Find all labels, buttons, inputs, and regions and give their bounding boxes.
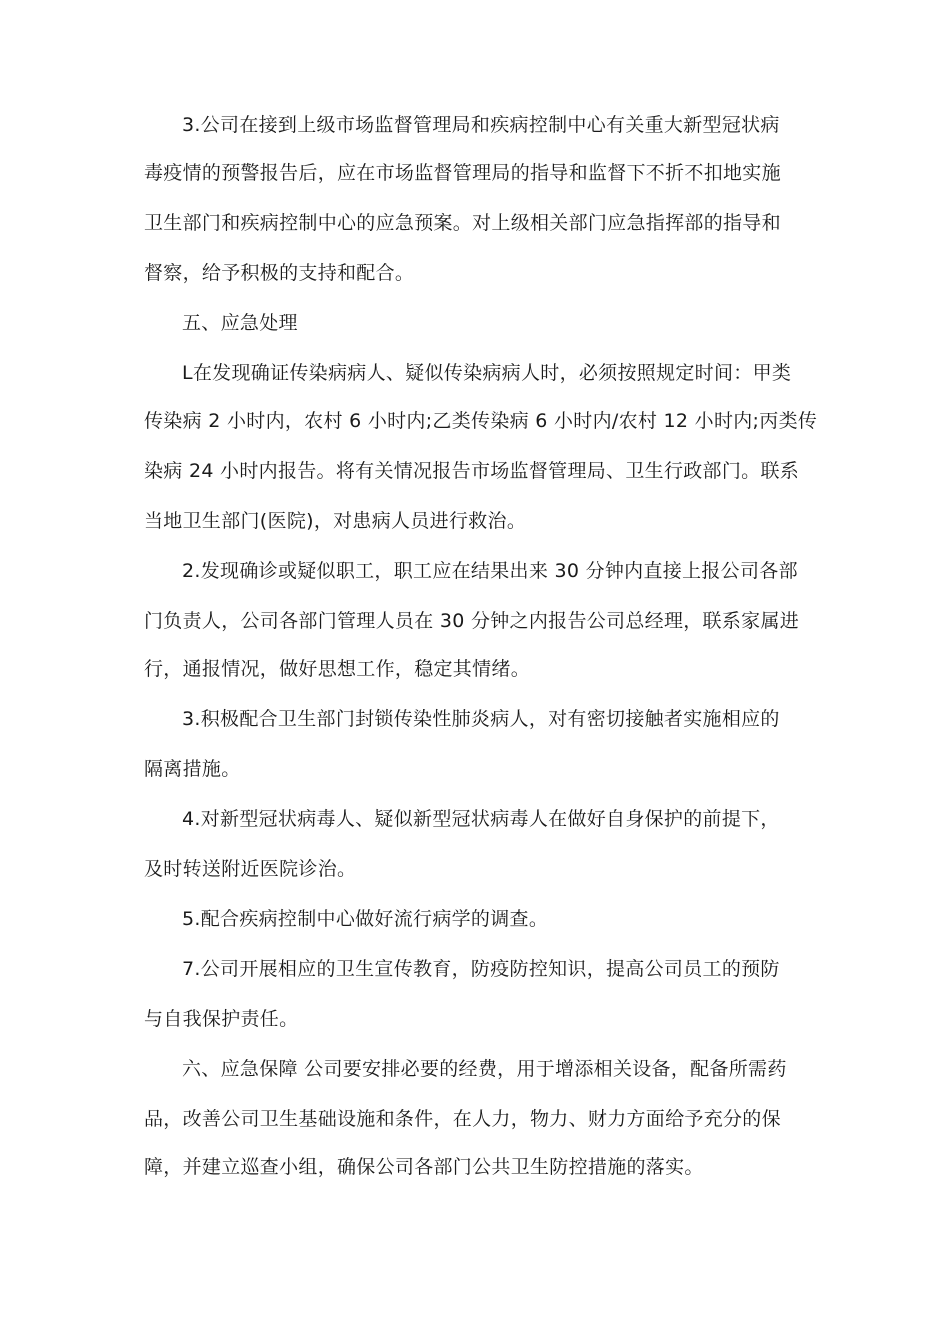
paragraph-4-line-2: 及时转送附近医院诊治。 bbox=[144, 858, 357, 880]
paragraph-1-line-4: 当地卫生部门(医院)，对患病人员进行救治。 bbox=[144, 510, 527, 532]
paragraph-1-line-3: 染病 24 小时内报告。将有关情况报告市场监督管理局、卫生行政部门。联系 bbox=[144, 460, 800, 482]
paragraph-2-line-1: 2.发现确诊或疑似职工，职工应在结果出来 30 分钟内直接上报公司各部 bbox=[182, 560, 798, 582]
section-6-line-1: 六、应急保障 公司要安排必要的经费，用于增添相关设备，配备所需药 bbox=[182, 1058, 787, 1080]
paragraph-2-line-3: 行，通报情况，做好思想工作，稳定其情绪。 bbox=[144, 658, 531, 680]
paragraph-5-line-1: 5.配合疾病控制中心做好流行病学的调查。 bbox=[182, 908, 549, 930]
paragraph-3-line-2: 毒疫情的预警报告后，应在市场监督管理局的指导和监督下不折不扣地实施 bbox=[144, 162, 781, 184]
paragraph-3-line-1: 3.公司在接到上级市场监督管理局和疾病控制中心有关重大新型冠状病 bbox=[182, 114, 780, 136]
paragraph-3-line-3: 卫生部门和疾病控制中心的应急预案。对上级相关部门应急指挥部的指导和 bbox=[144, 212, 781, 234]
paragraph-7-line-2: 与自我保护责任。 bbox=[144, 1008, 299, 1030]
section-6-line-3: 障，并建立巡查小组，确保公司各部门公共卫生防控措施的落实。 bbox=[144, 1156, 704, 1178]
section-5-heading: 五、应急处理 bbox=[182, 312, 298, 334]
paragraph-3-line-4: 督察，给予积极的支持和配合。 bbox=[144, 262, 415, 284]
paragraph-3b-line-1: 3.积极配合卫生部门封锁传染性肺炎病人，对有密切接触者实施相应的 bbox=[182, 708, 780, 730]
paragraph-4-line-1: 4.对新型冠状病毒人、疑似新型冠状病毒人在做好自身保护的前提下， bbox=[182, 808, 780, 830]
paragraph-7-line-1: 7.公司开展相应的卫生宣传教育，防疫防控知识，提高公司员工的预防 bbox=[182, 958, 780, 980]
paragraph-1-line-2: 传染病 2 小时内，农村 6 小时内;乙类传染病 6 小时内/农村 12 小时内;丙类传 bbox=[144, 410, 818, 432]
paragraph-3b-line-2: 隔离措施。 bbox=[144, 758, 241, 780]
paragraph-2-line-2: 门负责人，公司各部门管理人员在 30 分钟之内报告公司总经理，联系家属进 bbox=[144, 610, 800, 632]
section-6-line-2: 品，改善公司卫生基础设施和条件，在人力，物力、财力方面给予充分的保 bbox=[144, 1108, 781, 1130]
paragraph-1-line-1: L在发现确证传染病病人、疑似传染病病人时，必须按照规定时间：甲类 bbox=[182, 362, 792, 384]
